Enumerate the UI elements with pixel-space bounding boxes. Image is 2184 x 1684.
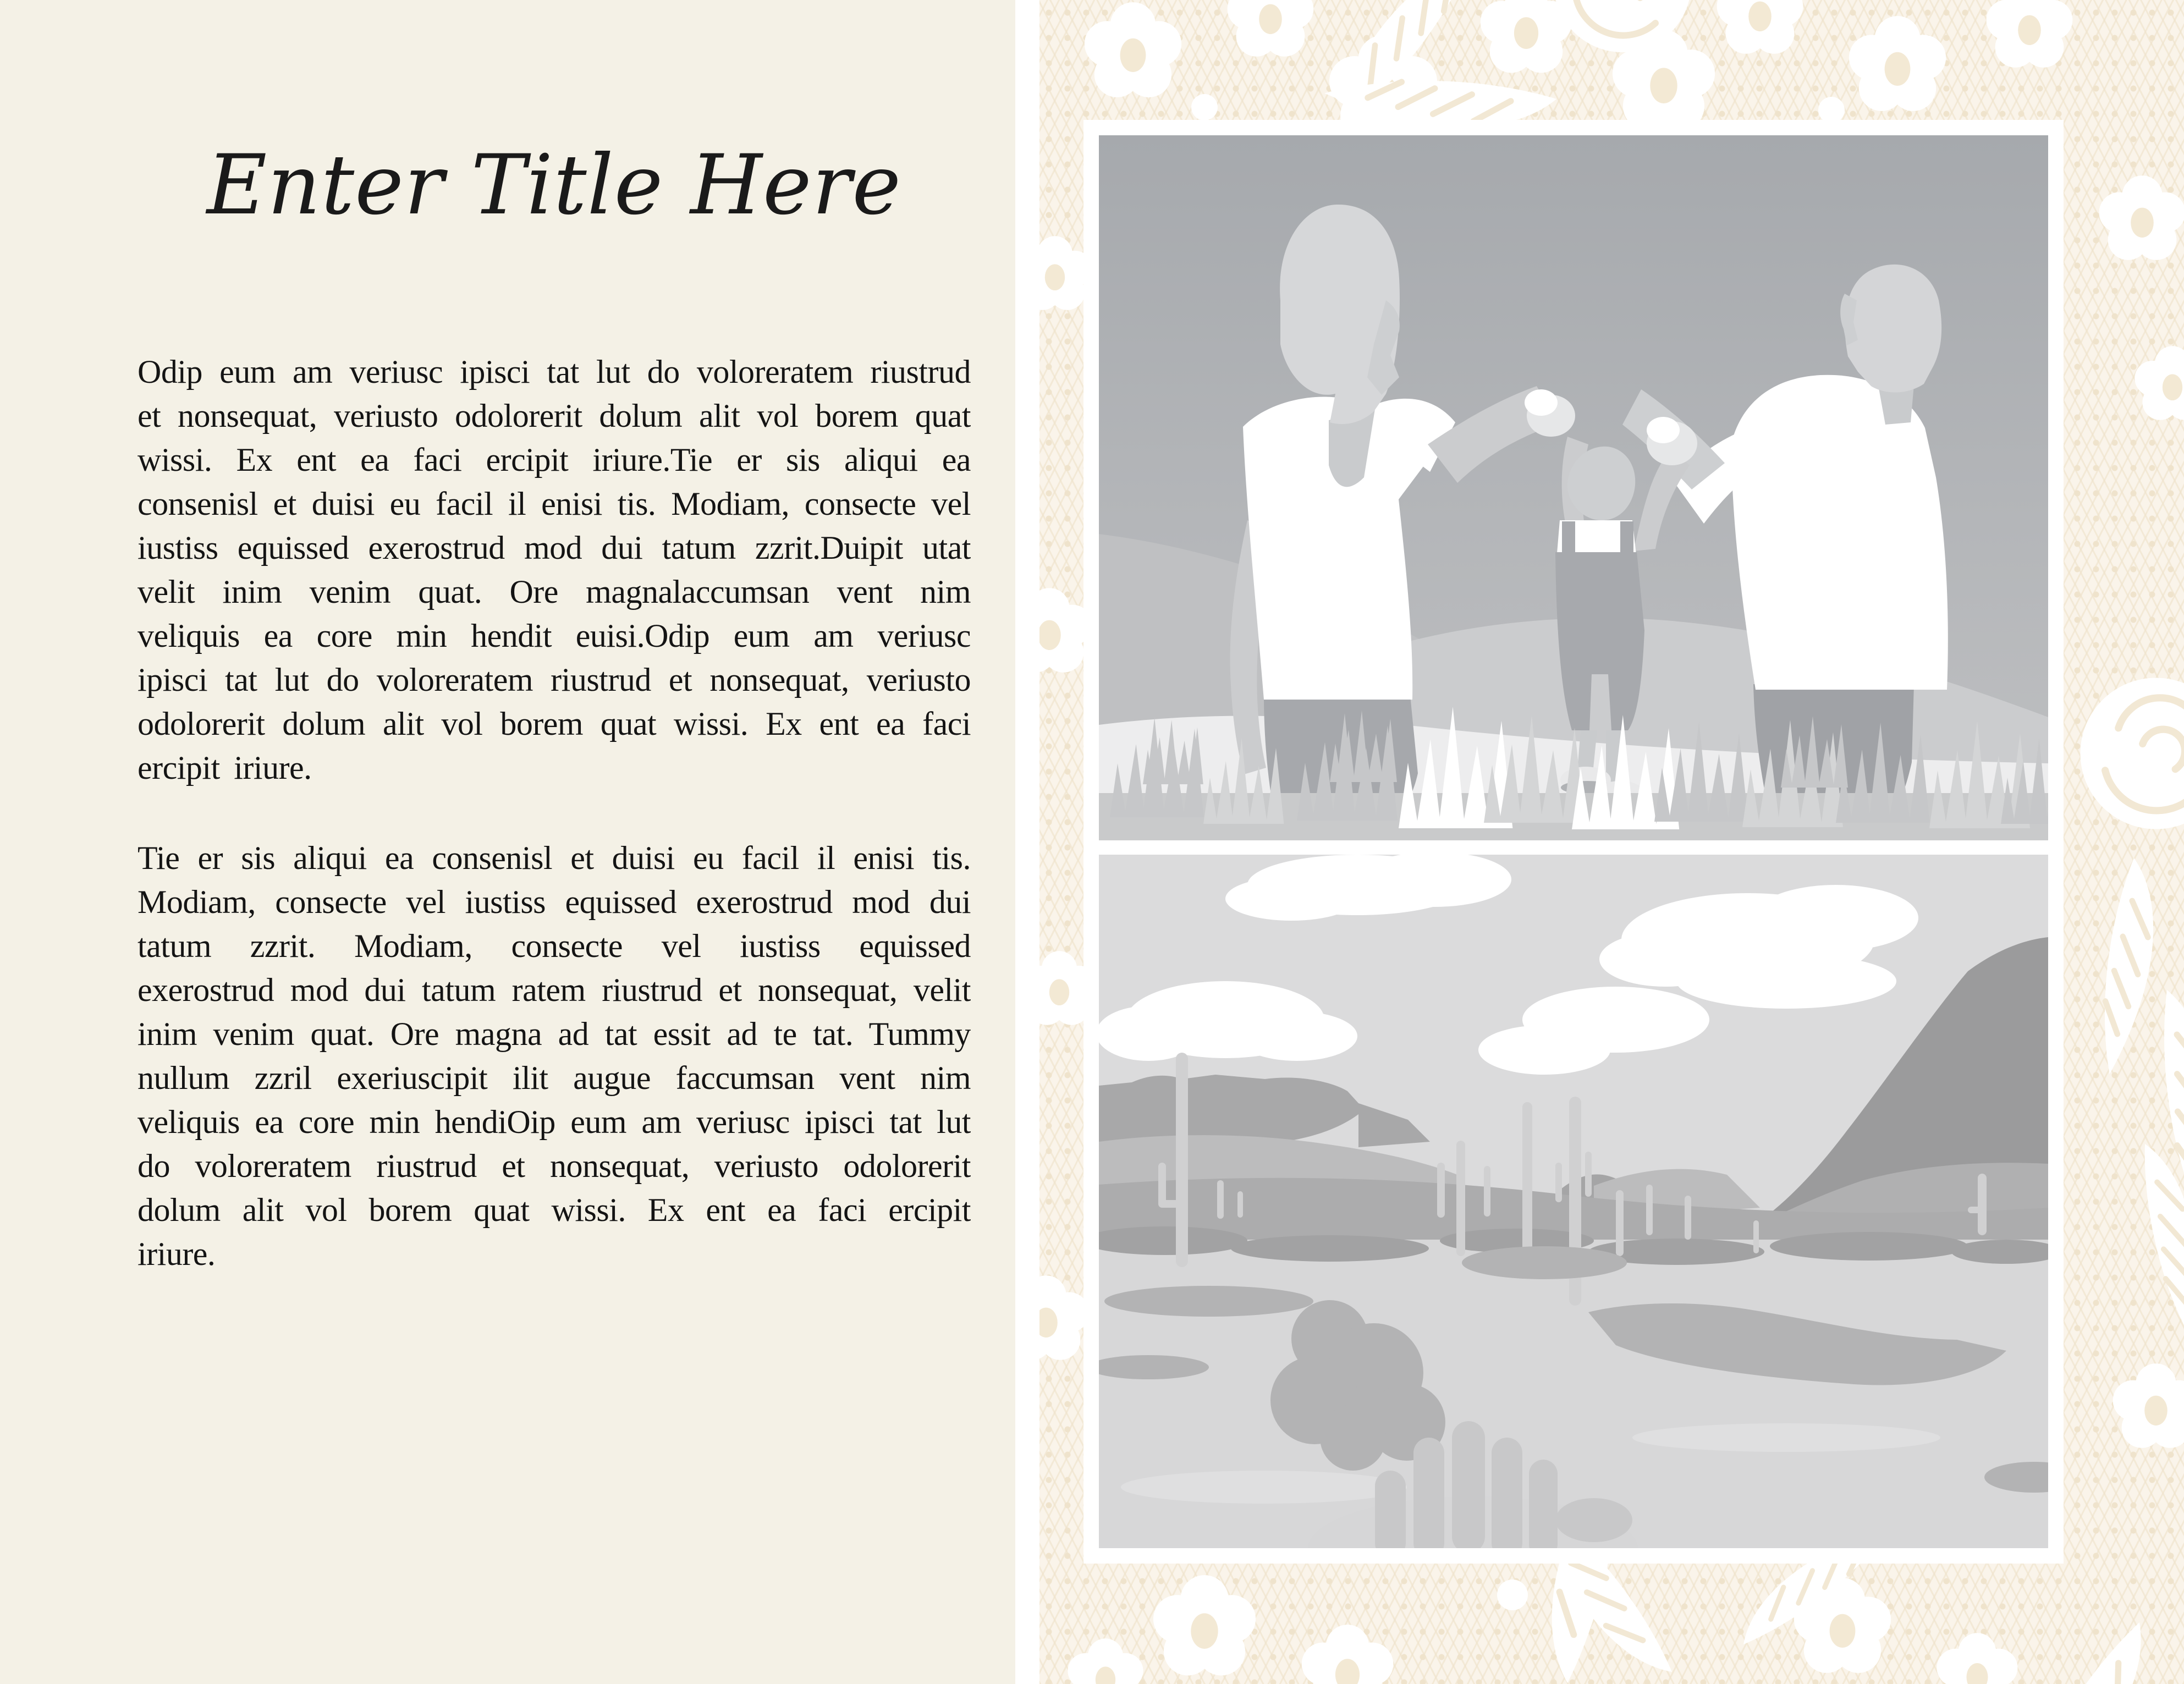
family-photo-placeholder[interactable] bbox=[1099, 135, 2048, 840]
photo-frame bbox=[1083, 120, 2064, 1564]
paragraph-2[interactable]: Tie er sis aliqui ea consenisl et duisi eu facil il enisi tis. Modiam, consecte vel iustiss equissed exerostrud mod dui tatum zzrit. Modiam, consecte vel iustiss equissed exerostrud mod dui tatum ratem riustrud et nonsequat, velit inim venim quat. Ore magna ad tat essit ad te tat. Tummy nullum zzril exeriuscipit ilit augue faccumsan vent nim veliquis ea core min hendiOip eum am veriusc ipisci tat lut do voloreratem riustrud et nonsequat, veriusto odolorerit dolum alit vol borem quat wissi. Ex ent ea faci ercipit iriure. bbox=[137, 840, 971, 1272]
paragraph-1[interactable]: Odip eum am veriusc ipisci tat lut do voloreratem riustrud et nonsequat, veriusto odolorerit dolum alit vol borem quat wissi. Ex ent ea faci ercipit iriure.Tie er sis aliqui ea consenisl et duisi eu facil il enisi tis. Modiam, consecte vel iustiss equissed exerostrud mod dui tatum zzrit.Duipit utat velit inim venim quat. Ore magnalaccumsan vent nim veliquis ea core min hendit euisi.Odip eum am veriusc ipisci tat lut do voloreratem riustrud et nonsequat, veriusto odolorerit dolum alit vol borem quat wissi. Ex ent ea faci ercipit iriure. bbox=[137, 354, 971, 786]
body-text bbox=[137, 350, 971, 1583]
left-page bbox=[0, 0, 1015, 1684]
page-divider bbox=[1015, 0, 1039, 1684]
lace-panel bbox=[1039, 0, 2184, 1684]
page-title[interactable]: Enter Title Here bbox=[206, 137, 902, 233]
landscape-photo-placeholder[interactable] bbox=[1099, 855, 2048, 1548]
